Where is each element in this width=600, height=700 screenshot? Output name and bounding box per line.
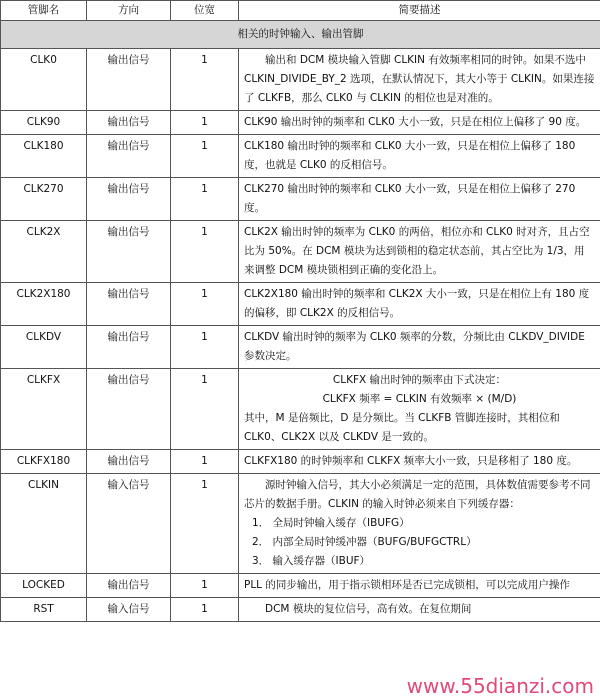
table-row — [1, 135, 600, 178]
pin-description — [239, 474, 600, 574]
list-item: 2． 内部全局时钟缓冲器（BUFG/BUFGCTRL） — [252, 536, 477, 548]
pin-description — [239, 283, 600, 326]
pin-description — [239, 574, 600, 598]
pin-width: 1 — [171, 450, 239, 474]
table-row — [1, 49, 600, 111]
pin-width: 1 — [171, 221, 239, 283]
pin-name: CLK0 — [1, 49, 87, 111]
pin-description — [239, 598, 600, 622]
pin-name: RST — [1, 598, 87, 622]
pin-name: CLK180 — [1, 135, 87, 178]
description-text: 源时钟输入信号，其大小必须满足一定的范围，具体数值需要参考不同芯片的数据手册。CLKIN 的输入时钟必须来自下列缓存器： — [244, 479, 591, 510]
pin-width: 1 — [171, 326, 239, 369]
pin-description — [239, 178, 600, 221]
pin-direction: 输出信号 — [87, 369, 171, 450]
table-row — [1, 221, 600, 283]
description-text: PLL 的同步输出，用于指示锁相环是否已完成锁相，可以完成用户操作 — [244, 579, 570, 591]
pin-description — [239, 450, 600, 474]
description-text: 其中，M 是倍频比，D 是分频比。当 CLKFB 管脚连接时，其相位和 CLK0、CLK2X 以及 CLKDV 是一致的。 — [244, 412, 560, 443]
pin-width: 1 — [171, 49, 239, 111]
pin-description — [239, 111, 600, 135]
description-text: CLK270 输出时钟的频率和 CLK0 大小一致，只是在相位上偏移了 270 度。 — [244, 183, 576, 214]
header-width: 位宽 — [171, 1, 239, 21]
pin-direction: 输出信号 — [87, 178, 171, 221]
table-row — [1, 326, 600, 369]
pin-direction: 输出信号 — [87, 111, 171, 135]
table-row — [1, 111, 600, 135]
list-item: 3． 输入缓存器（IBUF） — [252, 555, 371, 567]
description-text: CLK180 输出时钟的频率和 CLK0 大小一致，只是在相位上偏移了 180 度，也就是 CLK0 的反相信号。 — [244, 140, 576, 171]
table-row — [1, 178, 600, 221]
pin-description — [239, 369, 600, 450]
pin-width: 1 — [171, 283, 239, 326]
table-row — [1, 474, 600, 574]
table-row — [1, 283, 600, 326]
table-row — [1, 598, 600, 622]
pin-name: CLKDV — [1, 326, 87, 369]
description-text: CLKFX180 的时钟频率和 CLKFX 频率大小一致，只是移相了 180 度。 — [244, 455, 578, 467]
formula-text: CLKFX 频率 = CLKIN 有效频率 × (M/D) — [322, 393, 517, 405]
section-title: 相关的时钟输入、输出管脚 — [1, 21, 600, 49]
description-text: 输出和 DCM 模块输入管脚 CLKIN 有效频率相同的时钟。如果不选中 CLKIN_DIVIDE_BY_2 选项，在默认情况下，其大小等于 CLKIN。如果连接了 CLKFB，那么 CLK0 与 CLKIN 的相位也是对准的。 — [244, 54, 595, 104]
pin-width: 1 — [171, 369, 239, 450]
section-row — [1, 21, 600, 49]
header-pin-name: 管脚名 — [1, 1, 87, 21]
pin-description — [239, 49, 600, 111]
pin-name: CLK2X180 — [1, 283, 87, 326]
pin-description — [239, 326, 600, 369]
header-direction: 方向 — [87, 1, 171, 21]
pin-direction: 输出信号 — [87, 326, 171, 369]
description-text: CLKDV 输出时钟的频率为 CLK0 频率的分数，分频比由 CLKDV_DIVIDE 参数决定。 — [244, 331, 585, 362]
pin-width: 1 — [171, 574, 239, 598]
pin-direction: 输出信号 — [87, 49, 171, 111]
pin-width: 1 — [171, 111, 239, 135]
pin-direction: 输出信号 — [87, 283, 171, 326]
description-text: CLK90 输出时钟的频率和 CLK0 大小一致，只是在相位上偏移了 90 度。 — [244, 116, 587, 128]
table-row — [1, 574, 600, 598]
description-text: CLK2X180 输出时钟的频率和 CLK2X 大小一致，只是在相位上有 180 度的偏移，即 CLK2X 的反相信号。 — [244, 288, 590, 319]
list-item: 1． 全局时钟输入缓存（IBUFG） — [252, 517, 410, 529]
description-text: CLKFX 输出时钟的频率由下式决定： — [332, 374, 507, 386]
pin-name: CLK90 — [1, 111, 87, 135]
pin-width: 1 — [171, 598, 239, 622]
table-row — [1, 369, 600, 450]
pin-width: 1 — [171, 135, 239, 178]
pin-name: CLKFX180 — [1, 450, 87, 474]
table-row — [1, 450, 600, 474]
table-header-row — [1, 1, 600, 21]
pin-direction: 输出信号 — [87, 450, 171, 474]
pin-direction: 输入信号 — [87, 474, 171, 574]
pin-name: LOCKED — [1, 574, 87, 598]
description-text: CLK2X 输出时钟的频率为 CLK0 的两倍，相位亦和 CLK0 时对齐，且占空比为 50%。在 DCM 模块为达到锁相的稳定状态前，其占空比为 1/3，用来调整 DCM 模块锁相到正确的变化沿上。 — [244, 226, 590, 276]
header-description: 简要描述 — [239, 1, 600, 21]
pin-name: CLK2X — [1, 221, 87, 283]
pin-description — [239, 221, 600, 283]
pin-name: CLK270 — [1, 178, 87, 221]
pin-direction: 输出信号 — [87, 574, 171, 598]
pin-name: CLKIN — [1, 474, 87, 574]
watermark: www.55dianzi.com — [406, 674, 594, 698]
pin-direction: 输出信号 — [87, 135, 171, 178]
pin-width: 1 — [171, 178, 239, 221]
description-text: DCM 模块的复位信号，高有效。在复位期间 — [265, 603, 472, 615]
pin-direction: 输入信号 — [87, 598, 171, 622]
pin-name: CLKFX — [1, 369, 87, 450]
pin-width: 1 — [171, 474, 239, 574]
pin-direction: 输出信号 — [87, 221, 171, 283]
pin-description — [239, 135, 600, 178]
